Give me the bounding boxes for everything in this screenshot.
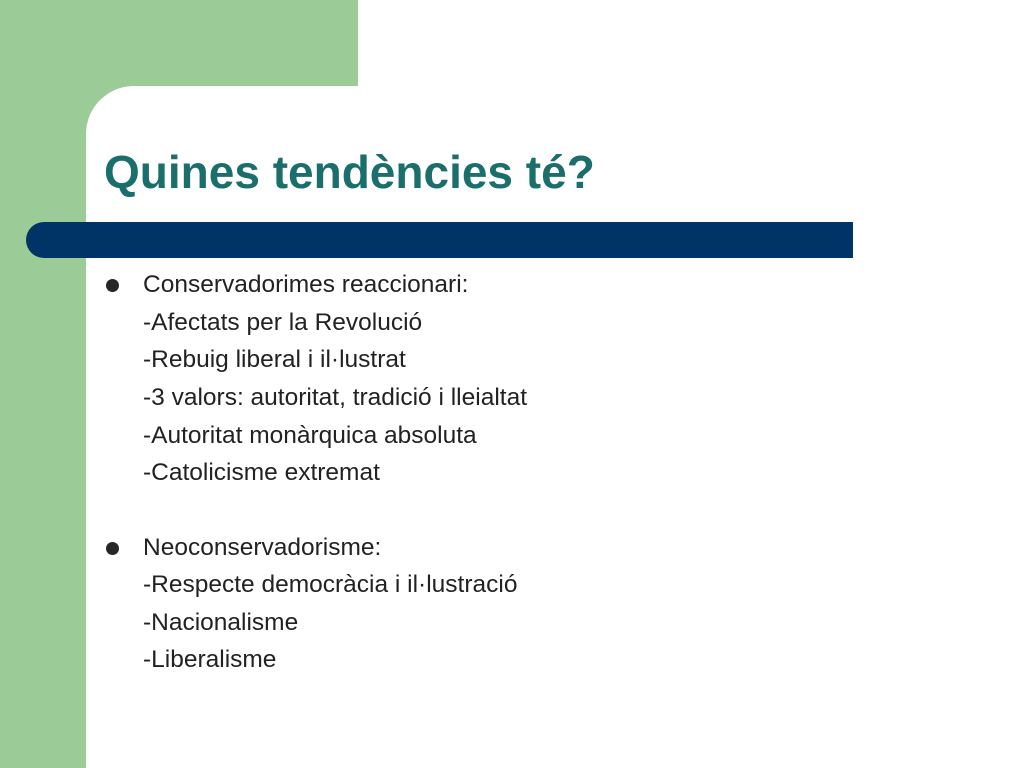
section-heading: Conservadorimes reaccionari:	[143, 271, 469, 298]
bullet-icon	[106, 279, 119, 292]
title-underline-bar	[26, 222, 853, 258]
bullet-icon	[106, 542, 119, 555]
list-item: -Rebuig liberal i il·lustrat	[143, 346, 406, 373]
slide-title: Quines tendències té?	[104, 146, 595, 198]
list-item: -3 valors: autoritat, tradició i lleialtat	[143, 384, 527, 411]
list-item: -Autoritat monàrquica absoluta	[143, 422, 477, 449]
list-item: -Catolicisme extremat	[143, 459, 380, 486]
list-item: -Liberalisme	[143, 646, 277, 673]
list-item: -Respecte democràcia i il·lustració	[143, 571, 518, 598]
list-item: -Afectats per la Revolució	[143, 309, 423, 336]
list-item: -Nacionalisme	[143, 609, 299, 636]
section-heading: Neoconservadorisme:	[143, 534, 382, 561]
